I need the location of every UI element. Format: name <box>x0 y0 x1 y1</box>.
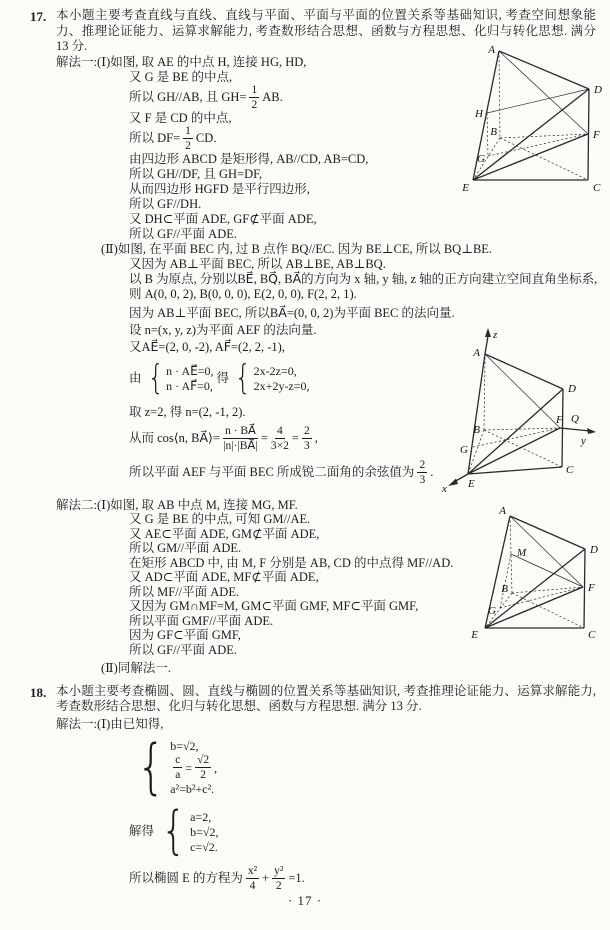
equation-system-line <box>129 732 596 802</box>
solution-line: 所以 GF//平面 ADE. <box>129 642 237 657</box>
solution-line: 由四边形 ABCD 是矩形得, AB//CD, AB=CD, <box>129 151 369 166</box>
fraction: $\frac{2}{3}$ <box>303 425 310 452</box>
point-label-A: A <box>473 347 480 359</box>
point-label-D: D <box>590 544 598 556</box>
problem-number: 18. <box>30 684 47 700</box>
axis-label-x: x <box>442 483 447 495</box>
solution-line: 又因为 AB⊥平面 BEC, 所以 AB⊥BE, AB⊥BQ. <box>129 256 386 271</box>
brace: { <box>234 358 251 399</box>
solution-line: 在矩形 ABCD 中, 由 M, F 分别是 AB, CD 的中点得 MF//AD. <box>129 555 454 570</box>
point-label-C: C <box>566 464 574 476</box>
solution-line: 又 DH⊂平面 ADE, GF⊄平面 ADE, <box>129 211 317 226</box>
solution-line: (Ⅱ)同解法一. <box>101 661 171 675</box>
solution-line: 所以 GH//AB, 且 GH= $\frac{1}{2}$ AB. <box>129 84 283 111</box>
axis-label-z: z <box>493 329 498 341</box>
figure-solid-geometry-3 <box>462 500 604 668</box>
figure-solid-geometry-1 <box>455 45 607 203</box>
solution-line: 设 n=(x, y, z)为平面 AEF 的法向量. <box>129 322 317 337</box>
point-label-Q: Q <box>571 413 579 425</box>
problem-18-stem: 本小题主要考查椭圆、圆、直线与椭圆的位置关系等基础知识, 考查推理论证能力、运算求解能力, 考查数形结合思想、化归与转化思想、函数与方程思想. 满分 13 分. <box>56 683 596 713</box>
point-label-G: G <box>460 444 468 456</box>
solution-line: (Ⅱ)如图, 在平面 BEC 内, 过 B 点作 BQ//EC. 因为 BE⊥CE, 所以 BQ⊥BE. <box>101 241 493 256</box>
axis-label-y: y <box>581 435 586 447</box>
solution-line: 所以平面 GMF//平面 ADE. <box>129 613 274 628</box>
solution-line: 所以 GF//平面 ADE. <box>129 226 237 241</box>
point-label-E: E <box>462 182 469 194</box>
problem-number: 17. <box>30 9 47 24</box>
point-label-H: H <box>475 108 483 120</box>
solution-line: 又 G 是 BE 的中点, 可知 GM//AE. <box>129 512 311 526</box>
solution-line: 又 F 是 CD 的中点, <box>129 110 232 125</box>
fraction: $\frac{1}{2}$ <box>185 125 191 152</box>
point-label-D: D <box>594 84 602 96</box>
point-label-C: C <box>593 182 601 194</box>
solution-line: 所以 GF//DH. <box>129 196 202 211</box>
brace: { <box>161 801 186 862</box>
solution-line: 所以 GH//DF, 且 GH=DF, <box>129 166 263 181</box>
solution-line: 解法一:(Ⅰ)如图, 取 AE 的中点 H, 连接 HG, HD, <box>56 54 307 69</box>
solution-line: 则 A(0, 0, 2), B(0, 0, 0), E(2, 0, 0), F(2, 2, 1). <box>129 286 357 301</box>
fraction: $\frac{2}{3}$ <box>419 459 426 486</box>
ellipse-equation-line: 所以椭圆 E 的方程为 $\frac{\text{x²}}{4}$ + $\frac{\text{y²}}{2}$ =1. <box>129 865 305 892</box>
system-of-equations: { b=√2, $\frac{c}{a}$ = $\frac{√2}{2}$ , a²=b²+c². <box>136 732 218 802</box>
point-label-E: E <box>468 478 475 490</box>
cosine-formula-line: 从而 cos⟨n, BA⃗⟩= $\frac{n \cdot BA⃗}{|n|\cdot|BA⃗|}$ = $\frac{4}{3\times 2}$ = $\frac{2}{3}$ , <box>129 425 318 452</box>
point-label-E: E <box>471 629 478 641</box>
point-label-F: F <box>593 129 600 141</box>
fraction: $\frac{1}{2}$ <box>251 84 258 111</box>
point-label-D: D <box>568 383 576 395</box>
fraction: $\frac{n \cdot BA⃗}{|n|\cdot|BA⃗|}$ <box>223 425 258 452</box>
solution-line: 又 AD⊂平面 ADE, MF⊄平面 ADE, <box>129 570 319 584</box>
brace: { <box>147 358 164 399</box>
brace: { <box>136 732 166 802</box>
point-label-B: B <box>501 583 508 595</box>
fraction: $\frac{c}{a}$ <box>175 754 181 781</box>
system-of-equations: { a=2, b=√2, c=√2. <box>161 801 219 862</box>
point-label-A: A <box>488 45 495 56</box>
solution-line: 从而四边形 HGFD 是平行四边形, <box>129 181 310 196</box>
fraction: $\frac{\text{y²}}{2}$ <box>274 865 284 892</box>
point-label-M: M <box>517 547 527 559</box>
solution-line: 又AE⃗=(2, 0, -2), AF⃗=(2, 2, -1), <box>129 339 285 354</box>
fraction: $\frac{√2}{2}$ <box>197 754 210 781</box>
point-label-F: F <box>556 414 563 426</box>
fraction: $\frac{4}{3\times 2}$ <box>270 425 289 452</box>
problem-18 <box>30 684 596 894</box>
system-of-equations: { 2x-2z=0, 2x+2y-z=0, <box>234 358 310 399</box>
point-label-F: F <box>588 582 595 594</box>
solution-line: 解法一:(Ⅰ)由已知得, <box>56 716 164 731</box>
point-label-G: G <box>488 605 496 617</box>
point-label-A: A <box>499 505 506 517</box>
page-number: · 17 · <box>287 893 323 908</box>
solution-line: 又 AE⊂平面 ADE, GM⊄平面 ADE, <box>129 526 320 541</box>
figure-solid-geometry-2-axes <box>440 320 610 495</box>
solution-line: 以 B 为原点, 分别以BE⃗, BQ⃗, BA⃗的方向为 x 轴, y 轴, z 轴的正方向建立空间直角坐标系, <box>129 271 598 286</box>
solution-line: 又因为 GM∩MF=M, GM⊂平面 GMF, MF⊂平面 GMF, <box>129 599 419 613</box>
solution-line: 所以 GM//平面 ADE. <box>129 541 242 555</box>
point-label-C: C <box>588 629 596 641</box>
solution-line: 又 G 是 BE 的中点, <box>129 69 233 84</box>
equation-system-line: 解得 { a=2, b=√2, c=√2. <box>129 801 219 862</box>
point-label-G: G <box>477 153 485 165</box>
solution-line: 解法二:(Ⅰ)如图, 取 AB 中点 M, 连接 MG, MF. <box>56 497 298 512</box>
equation-system-line: 由 { n · AE⃗=0, n · AF⃗=0, 得 { 2x-2z=0, 2x+2y-z=0, <box>129 358 310 399</box>
solution-line: 因为 GF⊂平面 GMF, <box>129 628 241 642</box>
solution-line: 所以 DF= $\frac{1}{2}$ CD. <box>129 125 217 152</box>
solution-line: 取 z=2, 得 n=(2, -1, 2). <box>129 404 246 419</box>
point-label-B: B <box>473 424 480 436</box>
solution-line: 因为 AB⊥平面 BEC, 所以BA⃗=(0, 0, 2)为平面 BEC 的法向量. <box>129 305 455 320</box>
problem-17-stem: 本小题主要考查直线与直线、直线与平面、平面与平面的位置关系等基础知识, 考查空间想象能力、推理论证能力、运算求解能力, 考查数形结合思想、函数与方程思想、化归与转化思想. 满分 13 分. <box>56 8 596 53</box>
solution-line: 所以 MF//平面 ADE. <box>129 584 240 599</box>
system-of-equations: { n · AE⃗=0, n · AF⃗=0, <box>147 358 214 399</box>
fraction: $\frac{\text{x²}}{4}$ <box>247 865 258 892</box>
conclusion-line: 所以平面 AEF 与平面 BEC 所成锐二面角的余弦值为 $\frac{2}{3}$ . <box>129 459 434 486</box>
point-label-B: B <box>490 126 497 138</box>
